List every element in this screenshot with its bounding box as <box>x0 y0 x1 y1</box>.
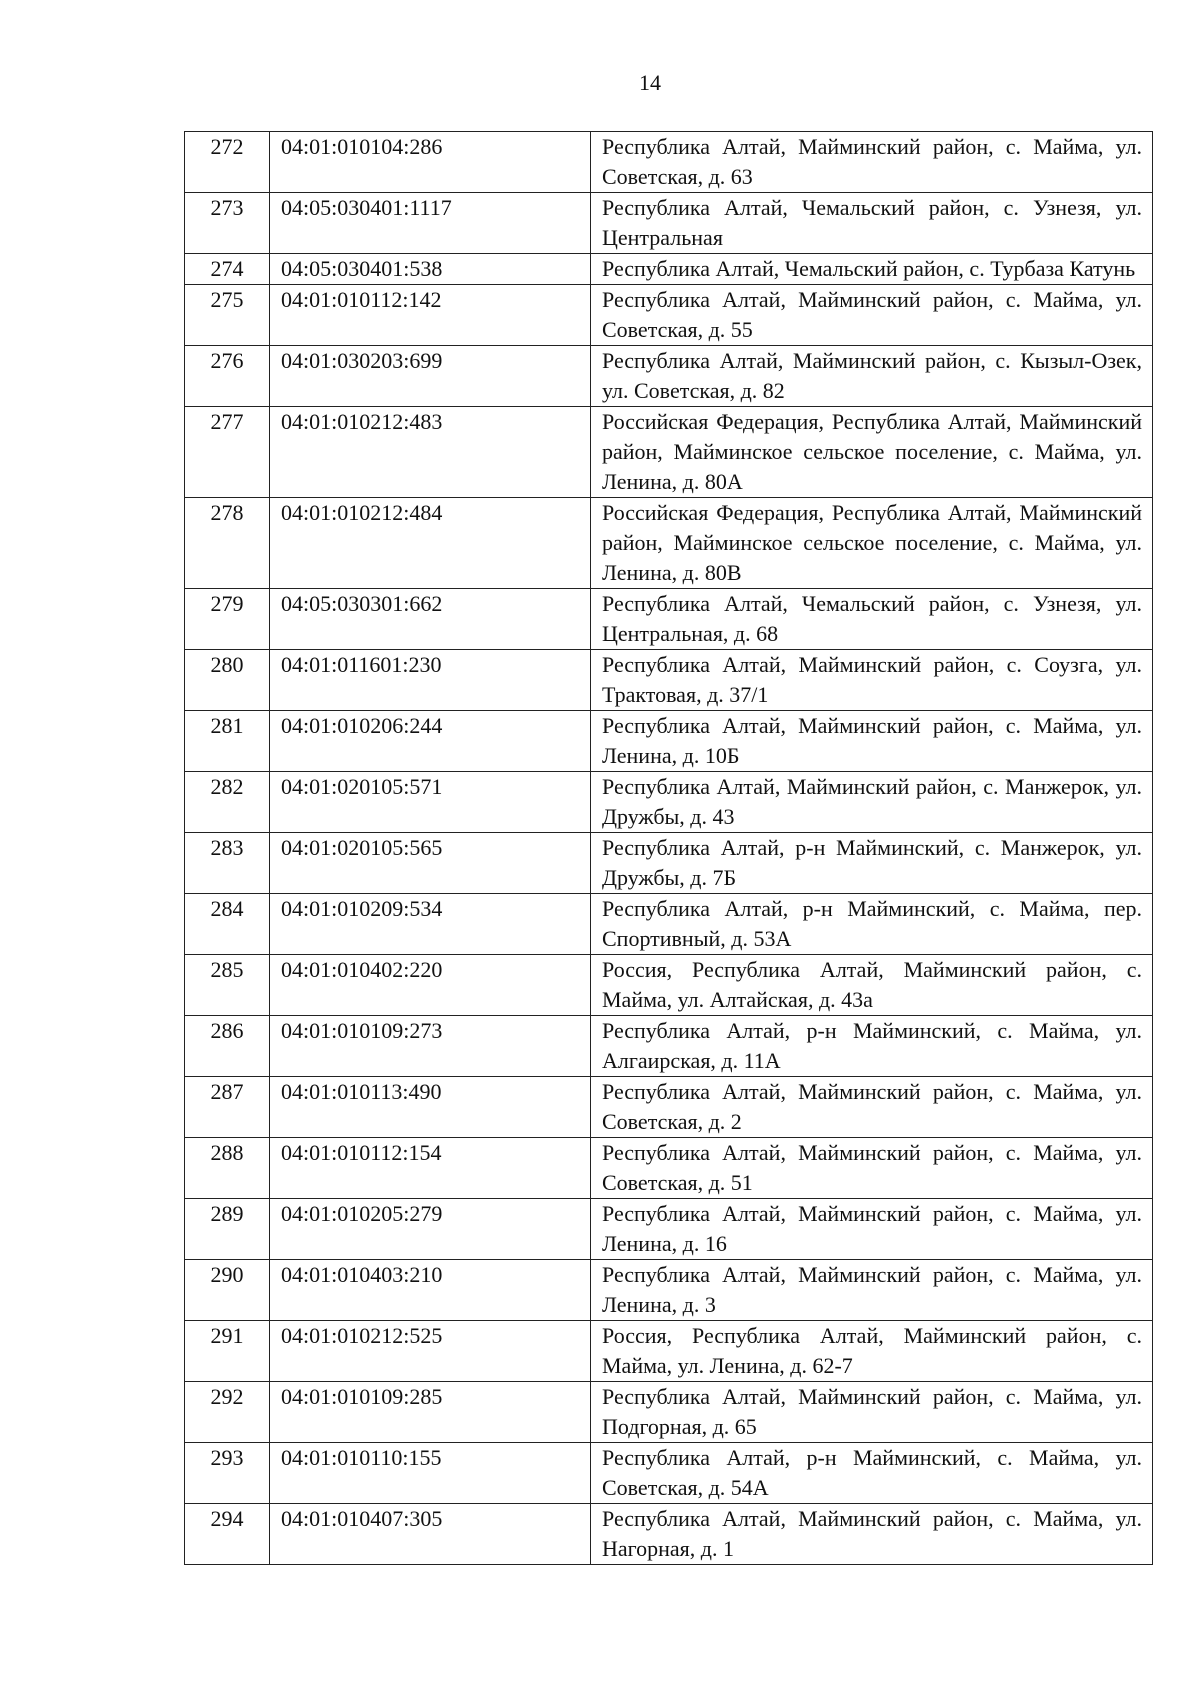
row-number-cell: 277 <box>185 407 270 498</box>
table-row <box>185 1443 1153 1504</box>
cadastral-number-cell: 04:01:010403:210 <box>270 1260 591 1321</box>
address-cell: Республика Алтай, Майминский район, с. Майма, ул. Советская, д. 51 <box>591 1138 1153 1199</box>
row-number-cell: 278 <box>185 498 270 589</box>
cadastral-number-cell: 04:01:011601:230 <box>270 650 591 711</box>
cadastral-number-cell: 04:01:010407:305 <box>270 1504 591 1565</box>
cadastral-number-cell: 04:01:010205:279 <box>270 1199 591 1260</box>
table-row <box>185 1138 1153 1199</box>
cadastral-number-cell: 04:01:010112:154 <box>270 1138 591 1199</box>
row-number-cell: 283 <box>185 833 270 894</box>
cadastral-number-cell: 04:01:010212:483 <box>270 407 591 498</box>
row-number-cell: 287 <box>185 1077 270 1138</box>
address-cell: Россия, Республика Алтай, Майминский район, с. Майма, ул. Ленина, д. 62-7 <box>591 1321 1153 1382</box>
address-cell: Республика Алтай, Чемальский район, с. Турбаза Катунь <box>591 254 1153 285</box>
address-cell: Российская Федерация, Республика Алтай, Майминский район, Майминское сельское поселение, с. Майма, ул. Ленина, д. 80А <box>591 407 1153 498</box>
row-number-cell: 280 <box>185 650 270 711</box>
table-row <box>185 1260 1153 1321</box>
row-number-cell: 285 <box>185 955 270 1016</box>
row-number-cell: 288 <box>185 1138 270 1199</box>
cadastral-number-cell: 04:01:030203:699 <box>270 346 591 407</box>
row-number-cell: 284 <box>185 894 270 955</box>
cadastral-number-cell: 04:01:010212:525 <box>270 1321 591 1382</box>
address-cell: Республика Алтай, Майминский район, с. Майма, ул. Советская, д. 55 <box>591 285 1153 346</box>
table-row <box>185 711 1153 772</box>
cadastral-number-cell: 04:01:010110:155 <box>270 1443 591 1504</box>
cadastral-number-cell: 04:01:010109:285 <box>270 1382 591 1443</box>
property-table <box>184 131 1153 1565</box>
cadastral-number-cell: 04:01:010212:484 <box>270 498 591 589</box>
address-cell: Республика Алтай, Майминский район, с. Майма, ул. Советская, д. 63 <box>591 132 1153 193</box>
table-row <box>185 346 1153 407</box>
table-row <box>185 1321 1153 1382</box>
address-cell: Республика Алтай, Майминский район, с. Майма, ул. Ленина, д. 16 <box>591 1199 1153 1260</box>
row-number-cell: 272 <box>185 132 270 193</box>
address-cell: Республика Алтай, Майминский район, с. Майма, ул. Нагорная, д. 1 <box>591 1504 1153 1565</box>
row-number-cell: 275 <box>185 285 270 346</box>
address-cell: Республика Алтай, Майминский район, с. Майма, ул. Подгорная, д. 65 <box>591 1382 1153 1443</box>
row-number-cell: 291 <box>185 1321 270 1382</box>
row-number-cell: 286 <box>185 1016 270 1077</box>
table-row <box>185 132 1153 193</box>
table-row <box>185 1504 1153 1565</box>
table-row <box>185 955 1153 1016</box>
row-number-cell: 281 <box>185 711 270 772</box>
cadastral-number-cell: 04:05:030401:1117 <box>270 193 591 254</box>
cadastral-number-cell: 04:01:010209:534 <box>270 894 591 955</box>
table-row <box>185 1382 1153 1443</box>
cadastral-number-cell: 04:05:030301:662 <box>270 589 591 650</box>
cadastral-number-cell: 04:01:020105:565 <box>270 833 591 894</box>
table-row <box>185 833 1153 894</box>
cadastral-number-cell: 04:01:020105:571 <box>270 772 591 833</box>
cadastral-number-cell: 04:01:010104:286 <box>270 132 591 193</box>
row-number-cell: 290 <box>185 1260 270 1321</box>
cadastral-number-cell: 04:05:030401:538 <box>270 254 591 285</box>
row-number-cell: 279 <box>185 589 270 650</box>
table-row <box>185 772 1153 833</box>
cadastral-number-cell: 04:01:010206:244 <box>270 711 591 772</box>
address-cell: Республика Алтай, Майминский район, с. Майма, ул. Ленина, д. 10Б <box>591 711 1153 772</box>
table-row <box>185 1199 1153 1260</box>
address-cell: Республика Алтай, Майминский район, с. Манжерок, ул. Дружбы, д. 43 <box>591 772 1153 833</box>
row-number-cell: 274 <box>185 254 270 285</box>
cadastral-number-cell: 04:01:010402:220 <box>270 955 591 1016</box>
row-number-cell: 289 <box>185 1199 270 1260</box>
row-number-cell: 273 <box>185 193 270 254</box>
address-cell: Республика Алтай, Майминский район, с. Майма, ул. Советская, д. 2 <box>591 1077 1153 1138</box>
address-cell: Республика Алтай, р-н Майминский, с. Майма, ул. Алгаирская, д. 11А <box>591 1016 1153 1077</box>
table-row <box>185 1016 1153 1077</box>
row-number-cell: 276 <box>185 346 270 407</box>
table-row <box>185 894 1153 955</box>
cadastral-number-cell: 04:01:010113:490 <box>270 1077 591 1138</box>
table-row <box>185 407 1153 498</box>
address-cell: Россия, Республика Алтай, Майминский район, с. Майма, ул. Алтайская, д. 43а <box>591 955 1153 1016</box>
table-row <box>185 193 1153 254</box>
address-cell: Республика Алтай, Майминский район, с. Майма, ул. Ленина, д. 3 <box>591 1260 1153 1321</box>
address-cell: Республика Алтай, Чемальский район, с. Узнезя, ул. Центральная <box>591 193 1153 254</box>
address-cell: Республика Алтай, Чемальский район, с. Узнезя, ул. Центральная, д. 68 <box>591 589 1153 650</box>
table-row <box>185 650 1153 711</box>
cadastral-number-cell: 04:01:010112:142 <box>270 285 591 346</box>
address-cell: Республика Алтай, р-н Майминский, с. Майма, пер. Спортивный, д. 53А <box>591 894 1153 955</box>
row-number-cell: 293 <box>185 1443 270 1504</box>
address-cell: Республика Алтай, р-н Майминский, с. Майма, ул. Советская, д. 54А <box>591 1443 1153 1504</box>
row-number-cell: 282 <box>185 772 270 833</box>
table-row <box>185 498 1153 589</box>
page-number: 14 <box>639 70 661 95</box>
address-cell: Республика Алтай, р-н Майминский, с. Манжерок, ул. Дружбы, д. 7Б <box>591 833 1153 894</box>
address-cell: Республика Алтай, Майминский район, с. Соузга, ул. Трактовая, д. 37/1 <box>591 650 1153 711</box>
address-cell: Российская Федерация, Республика Алтай, Майминский район, Майминское сельское поселение, с. Майма, ул. Ленина, д. 80В <box>591 498 1153 589</box>
table-body <box>185 132 1153 1565</box>
row-number-cell: 294 <box>185 1504 270 1565</box>
table-row <box>185 285 1153 346</box>
cadastral-number-cell: 04:01:010109:273 <box>270 1016 591 1077</box>
table-row <box>185 1077 1153 1138</box>
table-row <box>185 589 1153 650</box>
row-number-cell: 292 <box>185 1382 270 1443</box>
table-row <box>185 254 1153 285</box>
address-cell: Республика Алтай, Майминский район, с. Кызыл-Озек, ул. Советская, д. 82 <box>591 346 1153 407</box>
